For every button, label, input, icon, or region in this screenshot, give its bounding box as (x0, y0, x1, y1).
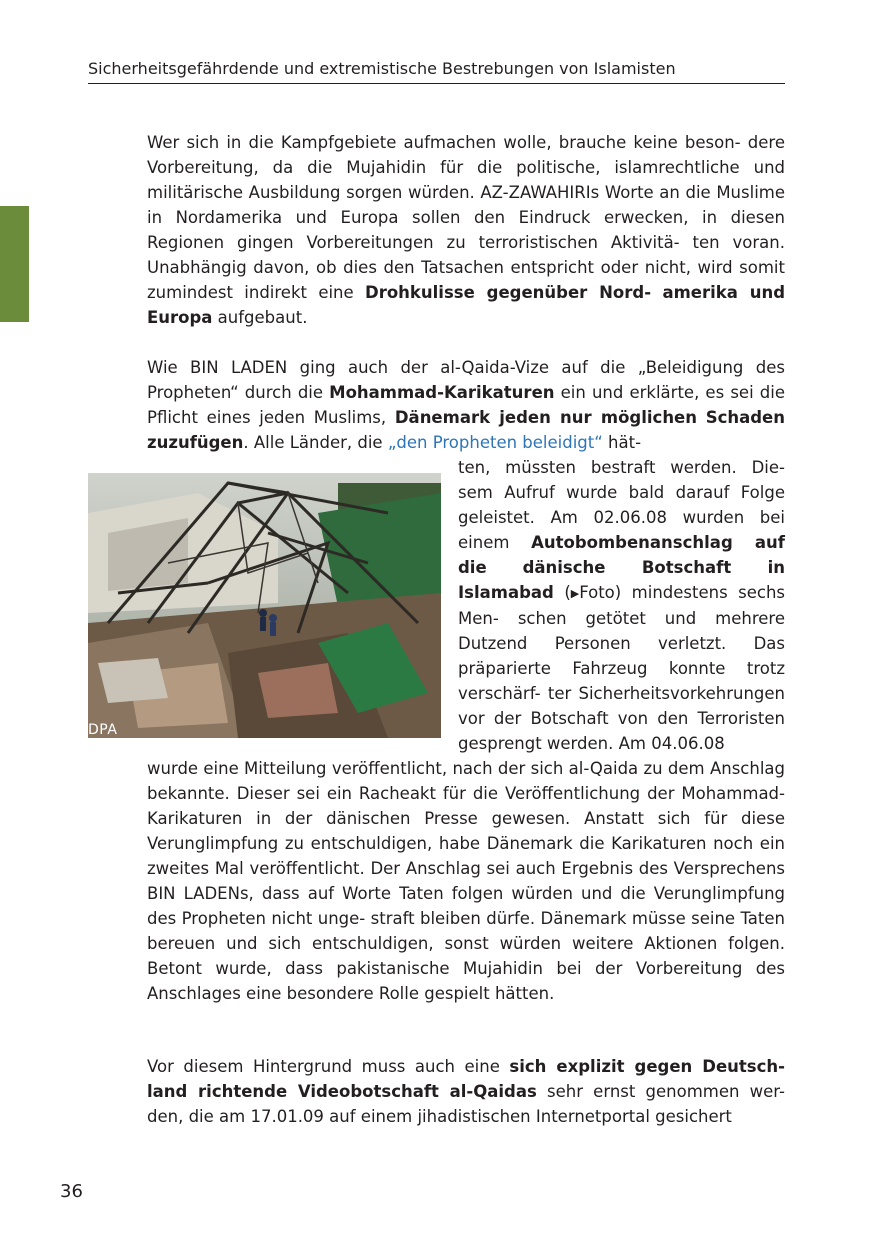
running-header (88, 59, 785, 84)
text-line: sehr ernst genommen wer- (536, 1082, 785, 1101)
emphasis-harm-denmark-cont: Schaden zuzufügen (147, 408, 785, 452)
quote-highlight: „den Propheten beleidigt“ (387, 433, 603, 452)
text-line: ( (564, 583, 571, 602)
text-line: in diesen Regionen gingen Vorbereitungen zu terroristischen Aktivitä- (147, 208, 786, 252)
emphasis-video-message-cont: land richtende Videobotschaft al-Qaidas (147, 1082, 537, 1101)
text-line: aufgebaut. (212, 308, 308, 327)
text-line: Personen verletzt. Das präparierte (458, 634, 785, 678)
paragraph-1-text (147, 130, 785, 330)
embassy-bombing-photo (88, 473, 441, 738)
text-line: eine besondere Rolle gespielt hätten. (246, 984, 555, 1003)
text-line: Anschlag bekannte. Dieser sei ein Racheakt für die Veröffentlichung (147, 759, 785, 803)
text-line: . Alle Länder, die (243, 433, 388, 452)
paragraph-3 (147, 1054, 785, 1129)
paragraph-2-continuation (147, 756, 785, 1006)
text-line: Wer sich in die Kampfgebiete aufmachen wolle, brauche keine beson- (147, 133, 741, 152)
text-line: dass pakistanische Mujahidin bei der Vorbereitung des Anschlages (147, 959, 785, 1003)
text-line: straft bleiben dürfe. Dänemark müsse seine Taten bereuen und sich (147, 909, 785, 953)
page-number: 36 (60, 1181, 83, 1202)
text-line: geleistet. Am 02.06.08 wurden bei (458, 508, 785, 527)
emphasis-car-bomb-cont: dänische Botschaft in Islamabad (458, 558, 785, 602)
emphasis-threat-scenario-cont: amerika und Europa (147, 283, 786, 327)
text-line: Karikaturen noch ein zweites Mal veröffentlicht. Der Anschlag sei (147, 834, 785, 878)
photo-reference: Foto) mindestens sechs Men- (458, 583, 786, 628)
text-line: hät- (602, 433, 642, 452)
text-line: folgen würden und die Verunglimpfung des Propheten nicht unge- (147, 884, 786, 928)
text-line: auch Ergebnis des Versprechens BIN LADENs, dass auf Worte Taten (147, 859, 786, 903)
emphasis-car-bomb: Autobombenanschlag auf die (458, 533, 785, 577)
paragraph-1 (147, 130, 785, 330)
text-line: der Botschaft von den Terroristen (493, 709, 785, 728)
text-line: wurde eine Mitteilung veröffentlicht, nach der sich al-Qaida zu dem (147, 759, 705, 778)
photo-credit: DPA (88, 722, 118, 738)
emphasis-threat-scenario: Drohkulisse gegenüber Nord- (365, 283, 652, 302)
text-line: gesprengt werden. Am 04.06.08 (458, 734, 725, 753)
text-line: ein und erklärte, es (554, 383, 725, 402)
running-header-title: Sicherheitsgefährdende und extremistische Bestrebungen von Islamisten (88, 59, 676, 78)
text-line: ten, müssten bestraft werden. Die- (458, 458, 785, 477)
text-line: Fahrzeug konnte trotz verschärf- (458, 659, 786, 703)
paragraph-2-wrapped-column (458, 455, 785, 756)
text-line: die Muslime in Nordamerika und Europa sollen den Eindruck erwecken, (147, 183, 786, 227)
text-line: sem Aufruf wurde bald darauf Folge (458, 483, 785, 502)
text-line: Vor diesem Hintergrund muss auch eine (147, 1057, 510, 1076)
text-line: und militärische Ausbildung sorgen würden. AZ-ZAWAHIRIs Worte an (147, 158, 786, 202)
paragraph-3-text (147, 1054, 785, 1129)
text-line: den, die am 17.01.09 auf einem jihadistischen Internetportal gesichert (147, 1107, 732, 1126)
text-line: Wie BIN LADEN ging auch der al-Qaida-Vize auf die „Beleidigung des (147, 358, 785, 377)
text-line: schen getötet und mehrere Dutzend (458, 609, 786, 653)
emphasis-cartoons: Mohammad-Karikaturen (329, 383, 555, 402)
text-line: ten voran. Unabhängig davon, ob dies den Tatsachen entspricht oder (147, 233, 785, 277)
text-line: entschuldigen, sonst würden weitere Aktionen folgen. Betont wurde, (147, 934, 785, 978)
triangle-right-icon: ▶ (570, 587, 580, 600)
text-line: der Mohammad-Karikaturen in der dänischen Presse gewesen. Anstatt (147, 784, 785, 828)
paragraph-2-intro (147, 355, 785, 455)
emphasis-video-message: sich explizit gegen Deutsch- (509, 1057, 785, 1076)
emphasis-harm-denmark: Dänemark jeden nur möglichen (394, 408, 697, 427)
chapter-tab-marker (0, 206, 29, 322)
text-line: sei die Pflicht eines jeden Muslims, (147, 383, 785, 427)
text-line: einem (458, 533, 532, 552)
text-line: sich für diese Verunglimpfung zu entschuldigen, habe Dänemark die (147, 809, 785, 853)
text-line: Propheten“ durch die (147, 383, 330, 402)
text-line: ter Sicherheitsvorkehrungen vor (458, 684, 785, 728)
text-line: nicht, wird somit zumindest indirekt eine (147, 258, 785, 302)
text-line: dere Vorbereitung, da die Mujahidin für die politische, islamrechtliche (147, 133, 785, 177)
